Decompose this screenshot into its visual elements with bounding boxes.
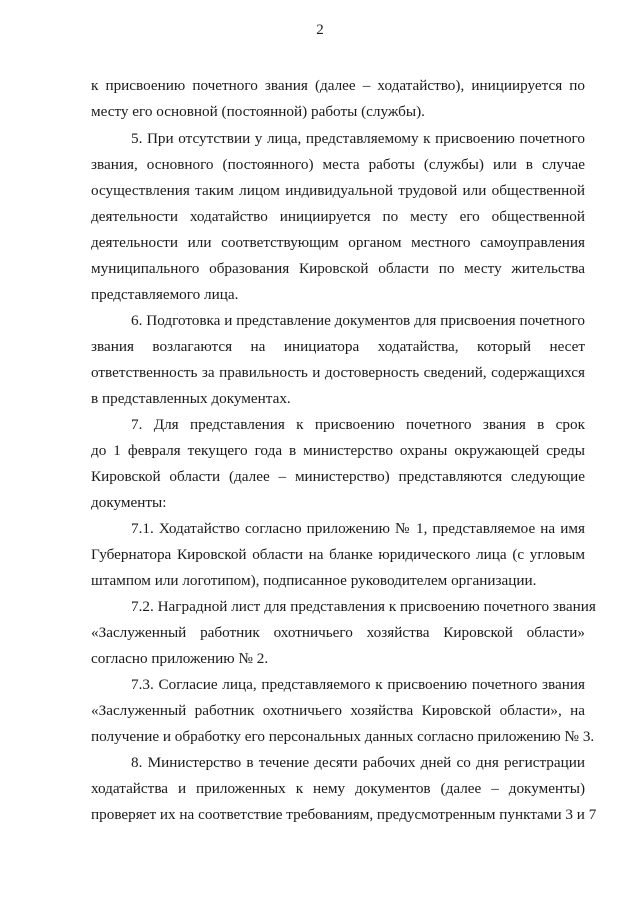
page-number: 2 bbox=[316, 22, 324, 38]
text-line: 7.3. Согласие лица, представляемого к присвоению почетного звания bbox=[131, 676, 585, 693]
text-line: «Заслуженный работник охотничьего хозяйства Кировской области» bbox=[91, 624, 585, 641]
text-line: деятельности ходатайство инициируется по месту его общественной bbox=[91, 208, 585, 225]
text-line: месту его основной (постоянной) работы (службы). bbox=[91, 103, 425, 120]
text-line: звания возлагаются на инициатора ходатайства, который несет bbox=[91, 338, 585, 355]
text-line: ответственность за правильность и достоверность сведений, содержащихся bbox=[91, 364, 585, 381]
text-line: представляемого лица. bbox=[91, 286, 239, 303]
text-line: штампом или логотипом), подписанное руководителем организации. bbox=[91, 572, 537, 589]
text-line: Губернатора Кировской области на бланке юридического лица (с угловым bbox=[91, 546, 585, 563]
text-line: 7.2. Наградной лист для представления к присвоению почетного звания bbox=[131, 598, 596, 615]
text-line: 5. При отсутствии у лица, представляемому к присвоению почетного bbox=[131, 130, 585, 147]
text-line: 8. Министерство в течение десяти рабочих дней со дня регистрации bbox=[131, 754, 585, 771]
text-line: осуществления таким лицом индивидуальной трудовой или общественной bbox=[91, 182, 585, 199]
text-line: согласно приложению № 2. bbox=[91, 650, 269, 667]
text-line: 7. Для представления к присвоению почетного звания в срок bbox=[131, 416, 585, 433]
text-line: в представленных документах. bbox=[91, 390, 291, 407]
text-line: Кировской области (далее – министерство) представляются следующие bbox=[91, 468, 585, 485]
text-line: 6. Подготовка и представление документов для присвоения почетного bbox=[131, 312, 585, 329]
text-line: получение и обработку его персональных данных согласно приложению № 3. bbox=[91, 728, 595, 745]
text-line: документы: bbox=[91, 494, 167, 511]
text-line: до 1 февраля текущего года в министерство охраны окружающей среды bbox=[91, 442, 585, 459]
text-line: звания, основного (постоянного) места работы (службы) или в случае bbox=[91, 156, 585, 173]
text-line: деятельности или соответствующим органом местного самоуправления bbox=[91, 234, 585, 251]
text-line: муниципального образования Кировской области по месту жительства bbox=[91, 260, 585, 277]
text-line: к присвоению почетного звания (далее – ходатайство), инициируется по bbox=[91, 77, 585, 94]
text-line: 7.1. Ходатайство согласно приложению № 1, представляемое на имя bbox=[131, 520, 585, 537]
text-line: ходатайства и приложенных к нему документов (далее – документы) bbox=[91, 780, 585, 797]
text-line: проверяет их на соответствие требованиям, предусмотренным пунктами 3 и 7 bbox=[91, 806, 597, 823]
text-line: «Заслуженный работник охотничьего хозяйства Кировской области», на bbox=[91, 702, 585, 719]
